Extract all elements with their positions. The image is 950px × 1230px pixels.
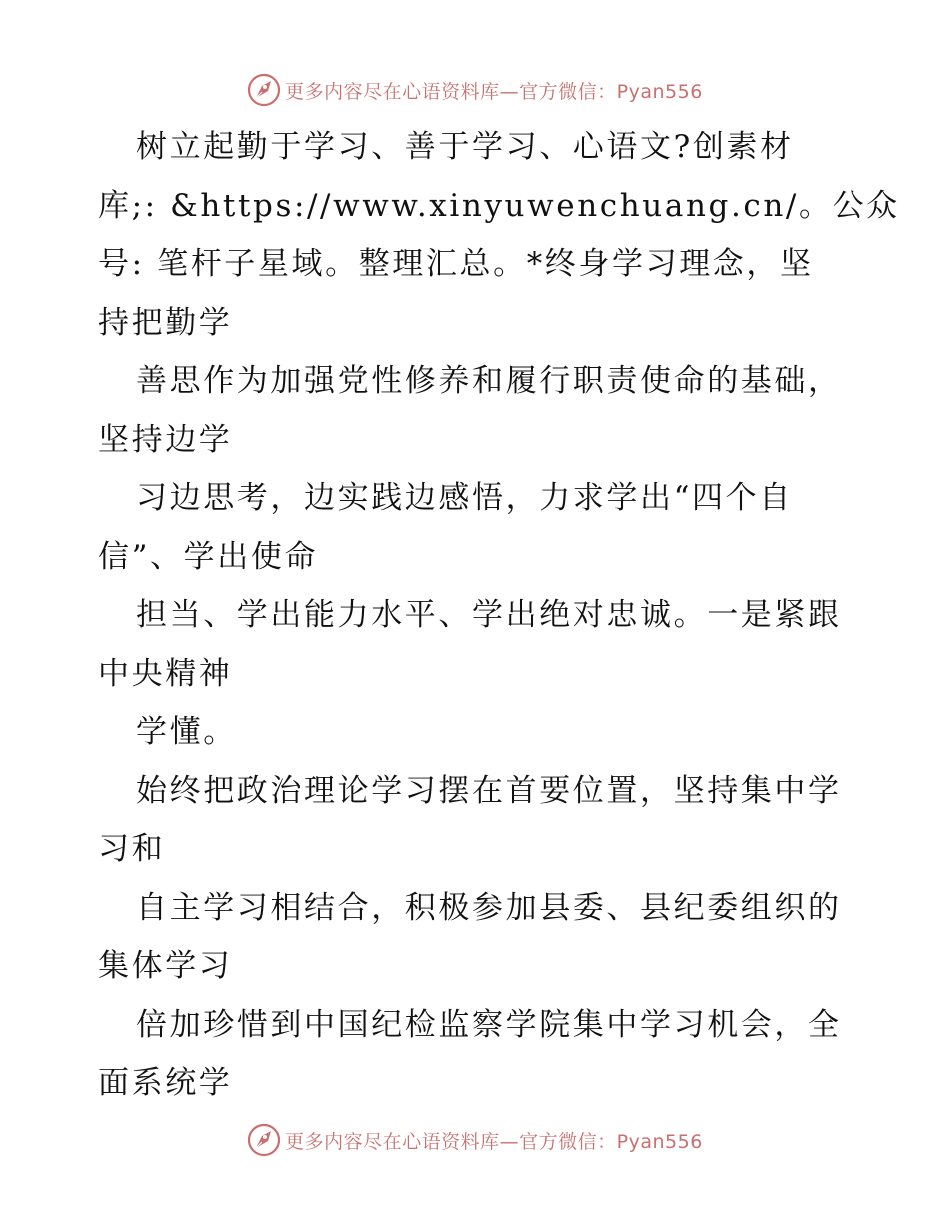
text-line: 持把勤学	[98, 304, 233, 341]
pen-nib-logo-icon	[247, 1123, 281, 1157]
text-line: 善思作为加强党性修养和履行职责使命的基础，	[136, 363, 842, 399]
text-line: 担当、学出能力水平、学出绝对忠诚。一是紧跟	[136, 597, 842, 633]
text-line: 学懂。	[136, 714, 237, 750]
text-line: 中央精神	[98, 655, 233, 692]
footer-watermark-text: 更多内容尽在心语资料库—官方微信：Pyan556	[285, 1130, 703, 1153]
header-watermark-text: 更多内容尽在心语资料库—官方微信：Pyan556	[285, 80, 703, 103]
footer-watermark	[0, 1120, 950, 1160]
text-line: 自主学习相结合，积极参加县委、县纪委组织的	[136, 889, 842, 926]
header-watermark	[0, 70, 950, 110]
text-line: 面系统学	[98, 1065, 233, 1101]
text-line: 始终把政治理论学习摆在首要位置，坚持集中学	[136, 772, 842, 809]
text-line: 号: 笔杆子星域。整理汇总。*终身学习理念，坚	[98, 246, 814, 282]
document-body	[98, 118, 900, 1113]
text-line: 习边思考，边实践边感悟，力求学出“四个自	[136, 480, 793, 516]
text-line: 习和	[98, 831, 166, 867]
text-line: 信”、学出使命	[98, 538, 319, 575]
text-line: 库;: &https://www.xinyuwenchuang.cn/。公众	[98, 187, 900, 224]
text-line: 坚持边学	[98, 421, 233, 458]
pen-nib-logo-icon	[247, 73, 281, 107]
text-line: 树立起勤于学习、善于学习、心语文?创素材	[136, 129, 794, 165]
text-line: 倍加珍惜到中国纪检监察学院集中学习机会，全	[136, 1006, 842, 1043]
text-line: 集体学习	[98, 948, 233, 984]
